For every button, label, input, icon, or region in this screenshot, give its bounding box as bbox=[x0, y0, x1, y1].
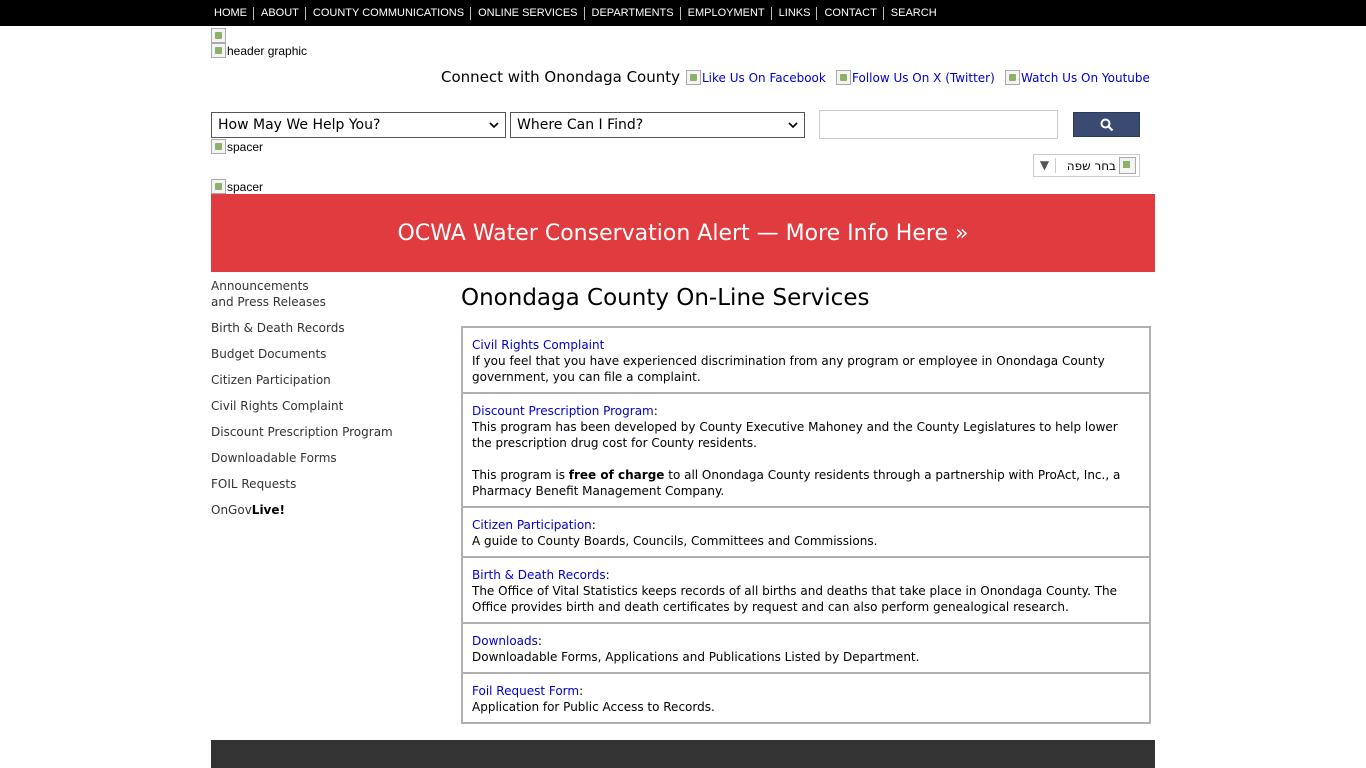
services-table bbox=[461, 326, 1151, 724]
broken-image-glyph-icon bbox=[211, 139, 226, 154]
nav-online-services[interactable]: ONLINE SERVICES bbox=[471, 7, 584, 20]
twitter-icon bbox=[836, 70, 851, 85]
help-select[interactable] bbox=[211, 112, 506, 138]
language-selector[interactable] bbox=[1033, 154, 1140, 177]
spacer-image bbox=[211, 179, 263, 194]
sidebar-item-label: OnGov bbox=[211, 503, 252, 517]
service-description: Downloadable Forms, Applications and Publications Listed by Department. bbox=[472, 650, 920, 664]
birth-death-link[interactable]: Birth & Death Records bbox=[472, 568, 606, 582]
alert-text: OCWA Water Conservation Alert — More Info Here » bbox=[397, 220, 969, 246]
broken-image-glyph-icon bbox=[211, 179, 226, 194]
service-description: A guide to County Boards, Councils, Committees and Commissions. bbox=[472, 534, 878, 548]
search-input[interactable] bbox=[819, 110, 1058, 139]
sidebar bbox=[211, 278, 441, 528]
sidebar-item-civil-rights[interactable]: Civil Rights Complaint bbox=[211, 399, 344, 413]
sidebar-item-foil[interactable]: FOIL Requests bbox=[211, 477, 297, 491]
sidebar-item-discount-rx[interactable]: Discount Prescription Program bbox=[211, 425, 393, 439]
link-suffix: : bbox=[591, 518, 596, 532]
nav-employment[interactable]: EMPLOYMENT bbox=[681, 7, 772, 20]
help-select-value: How May We Help You? bbox=[218, 117, 381, 133]
sidebar-item-forms[interactable]: Downloadable Forms bbox=[211, 451, 337, 465]
broken-image-glyph-icon bbox=[211, 28, 226, 43]
chevron-down-icon bbox=[788, 120, 798, 130]
civil-rights-link[interactable]: Civil Rights Complaint bbox=[472, 338, 605, 352]
service-description: This program has been developed by County Executive Mahoney and the County Legislatures to help lower the prescription drug cost for County residents. bbox=[472, 420, 1118, 450]
broken-image-glyph-icon bbox=[836, 70, 851, 85]
search-button[interactable] bbox=[1073, 112, 1140, 137]
service-description: to all Onondaga County residents through a partnership with ProAct, Inc., a Pharmacy Benefit Management Company. bbox=[472, 468, 1121, 498]
broken-image-glyph-icon bbox=[1005, 70, 1020, 85]
connect-label: Connect with Onondaga County bbox=[441, 68, 680, 86]
service-row-discount-rx bbox=[463, 394, 1149, 508]
sidebar-item-label: Announcements bbox=[211, 279, 309, 293]
find-select[interactable] bbox=[510, 112, 805, 138]
page-title: Onondaga County On-Line Services bbox=[461, 285, 870, 311]
link-suffix: : bbox=[579, 684, 584, 698]
nav-contact[interactable]: CONTACT bbox=[817, 7, 883, 20]
service-description: The Office of Vital Statistics keeps records of all births and deaths that take place in Onondaga County. The Office provides birth and death certificates by request and can also perform genealogical research. bbox=[472, 584, 1118, 614]
dropdown-arrow-icon: ▼ bbox=[1034, 158, 1056, 173]
sidebar-item-birth-death[interactable]: Birth & Death Records bbox=[211, 321, 345, 335]
service-row-foil bbox=[463, 674, 1149, 722]
broken-image-icon bbox=[211, 28, 226, 43]
broken-image-glyph-icon bbox=[686, 70, 701, 85]
nav-home[interactable]: HOME bbox=[211, 7, 254, 20]
twitter-alt: Follow Us On X (Twitter) bbox=[852, 70, 995, 85]
youtube-alt: Watch Us On Youtube bbox=[1021, 70, 1150, 85]
nav-links[interactable]: LINKS bbox=[772, 7, 818, 20]
service-description: Application for Public Access to Records. bbox=[472, 700, 715, 714]
discount-rx-link[interactable]: Discount Prescription Program bbox=[472, 404, 654, 418]
sidebar-item-label-bold: Live! bbox=[251, 503, 285, 517]
water-conservation-alert[interactable] bbox=[211, 194, 1155, 272]
twitter-link[interactable] bbox=[836, 70, 995, 85]
sidebar-item-budget[interactable]: Budget Documents bbox=[211, 347, 327, 361]
service-row-birth-death bbox=[463, 558, 1149, 624]
service-description: If you feel that you have experienced discrimination from any program or employee in Onondaga County government, you can file a complaint. bbox=[472, 354, 1105, 384]
facebook-alt: Like Us On Facebook bbox=[702, 70, 826, 85]
top-nav bbox=[0, 0, 1366, 26]
sidebar-item-announcements[interactable] bbox=[211, 278, 441, 310]
spacer-alt: spacer bbox=[227, 179, 264, 194]
sidebar-item-citizen[interactable]: Citizen Participation bbox=[211, 373, 331, 387]
link-suffix: : bbox=[537, 634, 542, 648]
free-of-charge-text: free of charge bbox=[568, 468, 665, 482]
youtube-icon bbox=[1005, 70, 1020, 85]
service-description: This program is bbox=[472, 468, 569, 482]
citizen-participation-link[interactable]: Citizen Participation bbox=[472, 518, 592, 532]
language-flag-icon bbox=[1119, 157, 1136, 174]
service-row-citizen bbox=[463, 508, 1149, 558]
chevron-down-icon bbox=[489, 120, 499, 130]
service-row-civil-rights bbox=[463, 328, 1149, 394]
spacer-image bbox=[211, 139, 263, 154]
nav-departments[interactable]: DEPARTMENTS bbox=[585, 7, 681, 20]
nav-about[interactable]: ABOUT bbox=[254, 7, 306, 20]
footer-bar bbox=[211, 740, 1155, 768]
top-nav-list bbox=[211, 0, 943, 26]
foil-request-link[interactable]: Foil Request Form bbox=[472, 684, 580, 698]
sidebar-item-label: and Press Releases bbox=[211, 295, 326, 309]
language-label: בחר שפה bbox=[1066, 158, 1116, 173]
downloads-link[interactable]: Downloads bbox=[472, 634, 538, 648]
youtube-link[interactable] bbox=[1005, 70, 1150, 85]
nav-search[interactable]: SEARCH bbox=[890, 6, 937, 19]
facebook-link[interactable] bbox=[686, 70, 826, 85]
header-graphic-alt: header graphic bbox=[227, 43, 308, 58]
search-icon bbox=[1100, 118, 1114, 132]
facebook-icon bbox=[686, 70, 701, 85]
link-suffix: : bbox=[653, 404, 658, 418]
nav-county-communications[interactable]: COUNTY COMMUNICATIONS bbox=[306, 7, 471, 20]
broken-image-glyph-icon bbox=[211, 43, 226, 58]
sidebar-item-ongov-live[interactable] bbox=[211, 502, 441, 518]
find-select-value: Where Can I Find? bbox=[517, 117, 644, 133]
header-graphic bbox=[211, 43, 307, 58]
service-row-downloads bbox=[463, 624, 1149, 674]
link-suffix: : bbox=[605, 568, 610, 582]
spacer-alt: spacer bbox=[227, 139, 264, 154]
